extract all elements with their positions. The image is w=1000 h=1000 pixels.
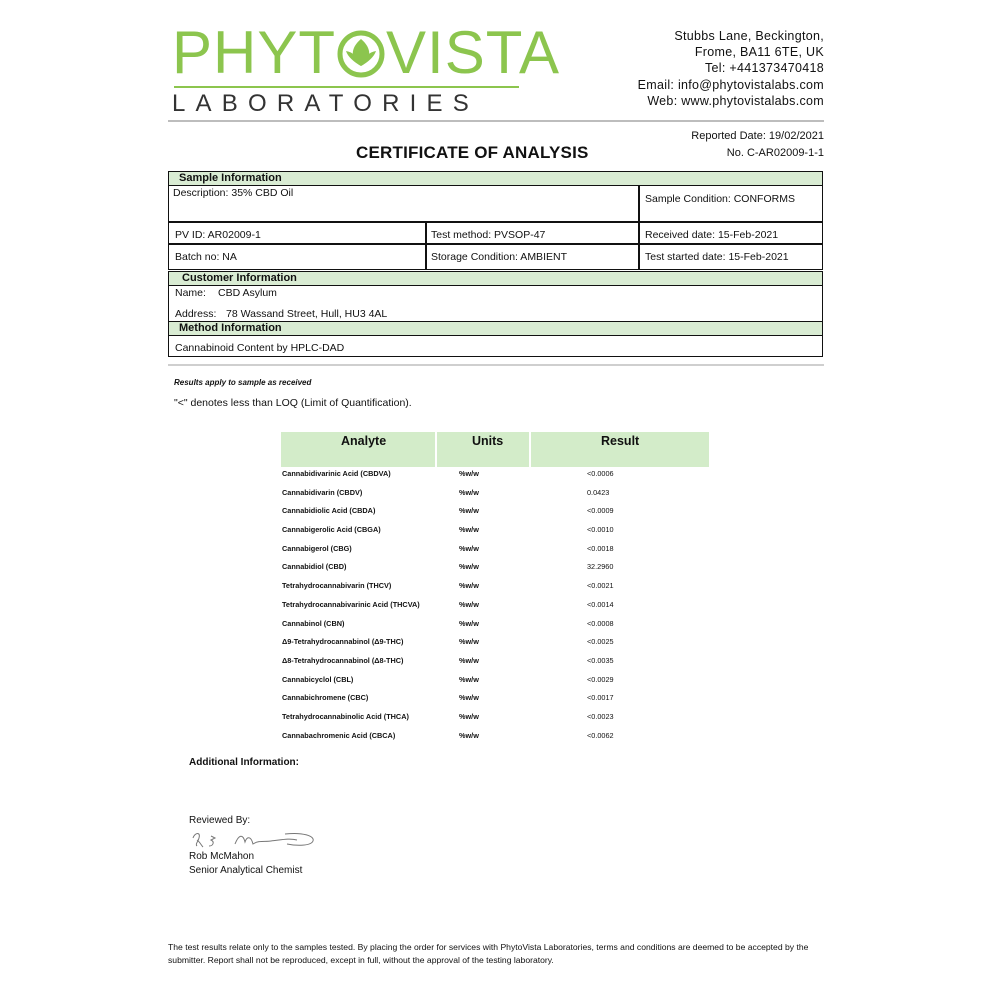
brand-logo (172, 19, 560, 86)
sample-info-box (168, 171, 823, 270)
result-cell: <0.0029 (587, 674, 614, 684)
result-cell: <0.0010 (587, 525, 614, 535)
analyte-cell: Cannabidivarin (CBDV) (282, 487, 363, 497)
result-cell: 32.2960 (587, 562, 614, 572)
storage-condition: Storage Condition: AMBIENT (431, 251, 567, 263)
table-row (281, 469, 711, 488)
divider (638, 221, 640, 269)
unit-cell: %w/w (459, 581, 479, 591)
divider (435, 432, 437, 467)
table-row (281, 600, 711, 619)
table-row (281, 544, 711, 563)
loq-note: "<" denotes less than LOQ (Limit of Quantification). (174, 397, 412, 409)
result-cell: <0.0035 (587, 655, 614, 665)
address-line: Email: info@phytovistalabs.com (637, 77, 824, 92)
address-line: Web: www.phytovistalabs.com (647, 93, 824, 108)
analyte-cell: Cannabigerolic Acid (CBGA) (282, 525, 381, 535)
method-description: Cannabinoid Content by HPLC-DAD (175, 342, 345, 354)
analyte-cell: Δ9-Tetrahydrocannabinol (Δ9-THC) (282, 637, 404, 647)
reviewed-by-label: Reviewed By: (189, 815, 251, 826)
results-note: Results apply to sample as received (174, 378, 312, 387)
reviewer-name: Rob McMahon (189, 851, 255, 862)
divider (169, 221, 822, 223)
results-table-body (281, 469, 711, 749)
analyte-cell: Tetrahydrocannabivarinic Acid (THCVA) (282, 599, 420, 609)
lab-address (638, 28, 824, 109)
reported-date: Reported Date: 19/02/2021 (691, 130, 824, 142)
table-row (281, 731, 711, 750)
method-info-box (168, 321, 823, 357)
table-row (281, 675, 711, 694)
analyte-cell: Cannabichromene (CBC) (282, 693, 369, 703)
divider (638, 186, 640, 223)
result-cell: <0.0018 (587, 543, 614, 553)
reviewer-title: Senior Analytical Chemist (189, 865, 303, 876)
result-cell: 0.0423 (587, 487, 610, 497)
unit-cell: %w/w (459, 506, 479, 516)
analyte-cell: Cannabicyclol (CBL) (282, 674, 354, 684)
results-table-header (281, 432, 709, 467)
customer-info-header: Customer Information (169, 272, 822, 286)
analyte-cell: Tetrahydrocannabivarin (THCV) (282, 581, 392, 591)
table-row (281, 506, 711, 525)
signature-image (189, 826, 317, 852)
section-divider (168, 364, 824, 366)
unit-cell: %w/w (459, 655, 479, 665)
divider (425, 221, 427, 269)
unit-cell: %w/w (459, 637, 479, 647)
certificate-number: No. C-AR02009-1-1 (726, 147, 824, 159)
analyte-cell: Cannabidivarinic Acid (CBDVA) (282, 469, 391, 478)
table-row (281, 562, 711, 581)
sample-description: Description: 35% CBD Oil (173, 187, 294, 199)
page-title: CERTIFICATE OF ANALYSIS (356, 143, 589, 162)
unit-cell: %w/w (459, 562, 479, 572)
sample-info-header: Sample Information (169, 172, 822, 186)
report-meta (691, 128, 824, 162)
column-header-analyte: Analyte (341, 434, 387, 448)
table-row (281, 637, 711, 656)
reviewer (189, 850, 302, 878)
table-row (281, 619, 711, 638)
header-divider (168, 120, 824, 122)
customer-name: CBD Asylum (218, 287, 277, 299)
sample-condition: Sample Condition: CONFORMS (645, 193, 795, 205)
result-cell: <0.0008 (587, 618, 614, 628)
address-line: Tel: +441373470418 (704, 61, 824, 76)
analyte-cell: Cannabachromenic Acid (CBCA) (282, 730, 396, 740)
customer-address-label: Address: (175, 308, 217, 320)
logo-text-part1: PHYT (172, 19, 337, 86)
analyte-cell: Δ8-Tetrahydrocannabinol (Δ8-THC) (282, 655, 404, 665)
column-header-result: Result (601, 434, 640, 448)
result-cell: <0.0062 (587, 730, 614, 740)
table-row (281, 712, 711, 731)
test-started-date: Test started date: 15-Feb-2021 (645, 251, 789, 263)
unit-cell: %w/w (459, 525, 479, 535)
unit-cell: %w/w (459, 618, 479, 628)
logo-underline (174, 86, 519, 88)
method-info-header: Method Information (169, 322, 822, 336)
leaf-icon (336, 26, 386, 82)
result-cell: <0.0009 (587, 506, 614, 516)
test-method: Test method: PVSOP-47 (431, 229, 546, 241)
table-row (281, 525, 711, 544)
divider (529, 432, 531, 467)
result-cell: <0.0021 (587, 581, 614, 591)
table-row (281, 656, 711, 675)
customer-name-label: Name: (175, 287, 206, 299)
analyte-cell: Cannabidiolic Acid (CBDA) (282, 506, 376, 516)
unit-cell: %w/w (459, 469, 479, 478)
analyte-cell: Cannabinol (CBN) (282, 618, 345, 628)
unit-cell: %w/w (459, 599, 479, 609)
analyte-cell: Tetrahydrocannabinolic Acid (THCA) (282, 711, 409, 721)
batch-number: Batch no: NA (175, 251, 237, 263)
result-cell: <0.0006 (587, 469, 614, 478)
result-cell: <0.0014 (587, 599, 614, 609)
table-row (281, 693, 711, 712)
result-cell: <0.0017 (587, 693, 614, 703)
address-line: Frome, BA11 6TE, UK (694, 45, 824, 60)
table-row (281, 488, 711, 507)
received-date: Received date: 15-Feb-2021 (645, 229, 779, 241)
unit-cell: %w/w (459, 711, 479, 721)
customer-address: 78 Wassand Street, Hull, HU3 4AL (226, 308, 388, 320)
pv-id: PV ID: AR02009-1 (175, 229, 261, 241)
analyte-cell: Cannabigerol (CBG) (282, 543, 352, 553)
additional-info-label: Additional Information: (189, 757, 299, 768)
customer-info-box (168, 271, 823, 322)
unit-cell: %w/w (459, 543, 479, 553)
address-line: Stubbs Lane, Beckington, (674, 29, 824, 43)
logo-subtitle: LABORATORIES (172, 90, 479, 117)
divider (169, 243, 822, 245)
result-cell: <0.0025 (587, 637, 614, 647)
unit-cell: %w/w (459, 487, 479, 497)
column-header-units: Units (472, 434, 504, 448)
unit-cell: %w/w (459, 674, 479, 684)
unit-cell: %w/w (459, 693, 479, 703)
result-cell: <0.0023 (587, 711, 614, 721)
unit-cell: %w/w (459, 730, 479, 740)
analyte-cell: Cannabidiol (CBD) (282, 562, 347, 572)
logo-text-part2: VISTA (386, 19, 560, 86)
footer-disclaimer: The test results relate only to the samples tested. By placing the order for services with PhytoVista Laboratories, terms and conditions are deemed to be accepted by the submitter. Report shall not be reproduced, except in full, without the approval of the testing laboratory. (168, 942, 809, 965)
table-row (281, 581, 711, 600)
